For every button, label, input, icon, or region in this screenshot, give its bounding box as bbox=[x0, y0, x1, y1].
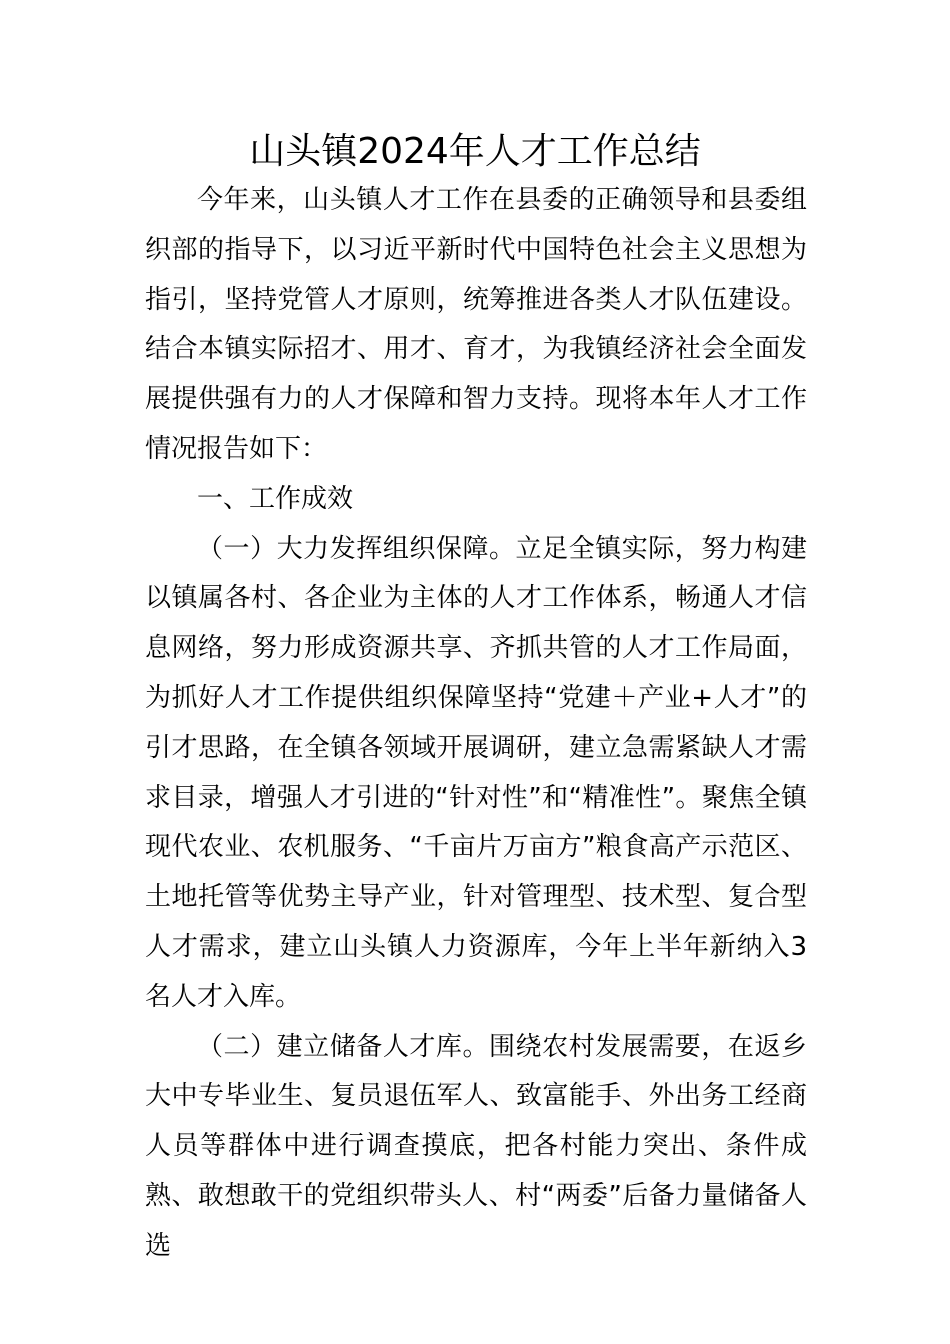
paragraph-organization-guarantee: （一）大力发挥组织保障。立足全镇实际，努力构建以镇属各村、各企业为主体的人才工作体系，畅通人才信息网络，努力形成资源共享、齐抓共管的人才工作局面，为抓好人才工作提供组织保障坚持“党建＋产业+人才”的引才思路，在全镇各领域开展调研，建立急需紧缺人才需求目录，增强人才引进的“针对性”和“精准性”。聚焦全镇现代农业、农机服务、“千亩片万亩方”粮食高产示范区、土地托管等优势主导产业，针对管理型、技术型、复合型人才需求，建立山头镇人力资源库，今年上半年新纳入3名人才入库。 bbox=[145, 533, 807, 1012]
document-body bbox=[145, 176, 807, 1272]
paragraph-intro: 今年来，山头镇人才工作在县委的正确领导和县委组织部的指导下，以习近平新时代中国特色社会主义思想为指引，坚持党管人才原则，统筹推进各类人才队伍建设。结合本镇实际招才、用才、育才，为我镇经济社会全面发展提供强有力的人才保障和智力支持。现将本年人才工作情况报告如下： bbox=[145, 185, 807, 464]
paragraph-talent-reserve: （二）建立储备人才库。围绕农村发展需要，在返乡大中专毕业生、复员退伍军人、致富能手、外出务工经商人员等群体中进行调查摸底，把各村能力突出、条件成熟、敢想敢干的党组织带头人、村“两委”后备力量储备人选 bbox=[145, 1031, 807, 1261]
document-title: 山头镇2024年人才工作总结 bbox=[249, 131, 701, 172]
section-heading-achievements: 一、工作成效 bbox=[197, 483, 354, 514]
